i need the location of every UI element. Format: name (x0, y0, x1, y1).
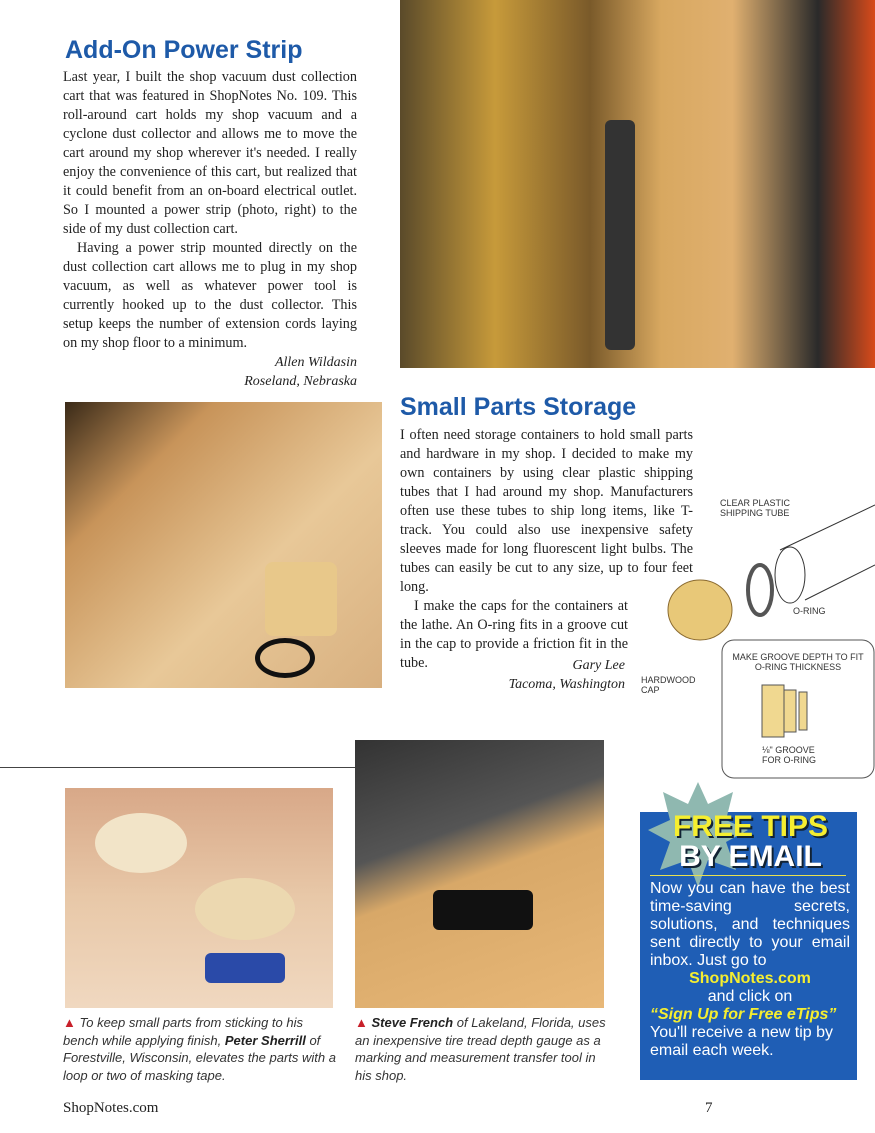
promo-headline: BY EMAIL (679, 840, 822, 873)
article-signature (400, 656, 625, 694)
article-body (63, 68, 357, 391)
masking-tape-photo (65, 788, 333, 1008)
footer-site: ShopNotes.com (63, 1100, 159, 1116)
label-groove-note: MAKE GROOVE DEPTH TO FIT O-RING THICKNESS (732, 652, 864, 672)
promo-headline: FREE TIPS (672, 810, 829, 843)
knob (95, 813, 187, 873)
promo-text: You'll receive a new tip by email each week. (650, 1024, 834, 1059)
caption-text: To keep small parts from sticking to his bench while applying finish, (63, 1015, 303, 1048)
depth-gauge (433, 890, 533, 930)
masking-tape (205, 953, 285, 983)
divider (650, 875, 846, 876)
label-cap: HARDWOOD CAP (641, 675, 696, 695)
power-strip-photo (400, 0, 875, 368)
tube-container-photo (65, 402, 382, 688)
wooden-cap (265, 562, 337, 636)
free-tips-promo (640, 812, 857, 1080)
paragraph: I make the caps for the containers at the lathe. An O-ring fits in a groove cut in the cap to provide a friction fit in the tube. (400, 598, 628, 671)
promo-cta[interactable]: “Sign Up for Free eTips” (650, 1006, 837, 1023)
paragraph: Having a power strip mounted directly on the dust collection cart allows me to plug in my shop vacuum, as well as whatever power tool is currently hooked up to the dust collector. This setup keeps the number of extension cords laying on my shop floor to a minimum. (63, 240, 357, 351)
article-title: Small Parts Storage (400, 393, 637, 421)
paragraph: Last year, I built the shop vacuum dust collection cart that was featured in ShopNotes No. 109. This roll-around cart holds my shop vacuum and a cyclone dust collector and allows me to move the cart around my shop wherever it's needed. I really enjoy the convenience of this cart, but realized that it could benefit from an on-board electrical outlet. So I mounted a power strip (photo, right) to the side of my dust collection cart. (63, 69, 357, 237)
promo-link[interactable]: ShopNotes.com (689, 970, 811, 987)
photo-caption (355, 1014, 607, 1084)
knob (195, 878, 295, 940)
photo-caption (63, 1014, 338, 1084)
page-number: 7 (705, 1100, 713, 1116)
caption-text: of Forestville, Wisconsin, elevates the parts with a loop or two of masking tape. (63, 1032, 336, 1083)
power-strip (605, 120, 635, 350)
promo-text: Now you can have the best time-saving secrets, solutions, and techniques sent directly to your email inbox. Just go to (650, 880, 850, 969)
paragraph: I often need storage containers to hold small parts and hardware in my shop. I decided to make my own containers by using clear plastic shipping tubes that I had around my shop. Manufacturers often use these tubes to ship long items, like T-track. You could also use inexpensive safety sleeves made for long fluorescent light bulbs. The tubes can easily be cut to any size, up to four feet long. (400, 427, 693, 595)
article-title: Add-On Power Strip (65, 36, 303, 64)
caption-text: of Lakeland, Florida, uses an inexpensive tire tread depth gauge as a marking and measurement transfer tool in his shop. (355, 1015, 606, 1083)
caption-name: Peter Sherrill (224, 1032, 306, 1048)
label-o-ring: O-RING (793, 606, 826, 616)
promo-text: and click on (707, 988, 793, 1005)
author: Gary Lee (572, 658, 625, 673)
divider (0, 767, 357, 768)
label-groove: ⅛" GROOVE FOR O-RING (762, 745, 816, 765)
author: Allen Wildasin (274, 355, 357, 370)
author-location: Roseland, Nebraska (244, 374, 357, 389)
triangle-icon: ▲ (355, 1015, 372, 1030)
diagram-drawing (630, 480, 875, 780)
author-location: Tacoma, Washington (508, 677, 625, 692)
o-ring (255, 638, 315, 678)
caption-name: Steve French (371, 1015, 454, 1030)
cap-diagram (630, 480, 875, 780)
label-tube: CLEAR PLASTIC SHIPPING TUBE (720, 498, 791, 518)
depth-gauge-photo (355, 740, 604, 1008)
promo-body (650, 880, 850, 1060)
triangle-icon: ▲ (63, 1015, 80, 1030)
